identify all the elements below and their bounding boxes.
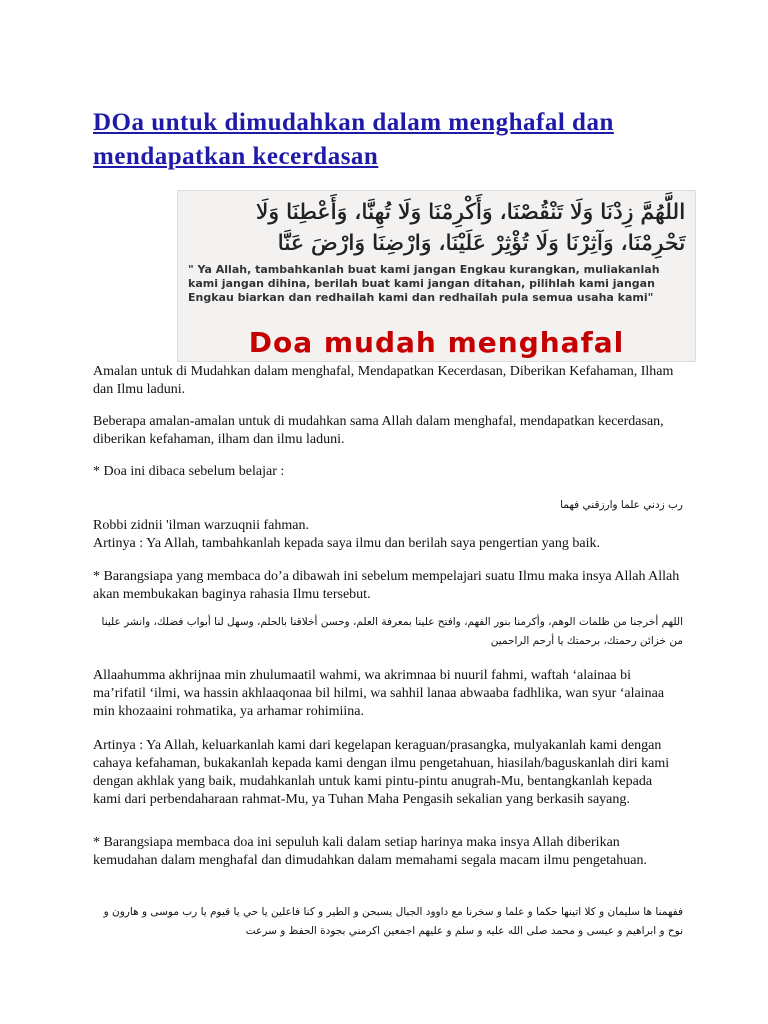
doa-image xyxy=(177,190,696,362)
doa2-heading: * Barangsiapa yang membaca do’a dibawah ini sebelum mempelajari suatu Ilmu maka insya Allah Allah akan membukakan baginya rahasia Ilmu tersebut. xyxy=(93,569,680,602)
doa2-latin: Allaahumma akhrijnaa min zhulumaatil wahmi, wa akrimnaa bi nuuril fahmi, waftah ‘alainaa bi ma’rifatil ‘ilmi, wa hassin akhlaaqonaa bil hilmi, wa sahhil lanaa abwaaba fadhlika, wan syur ‘alainaa min khozaaini rohmatika, ya arhamar rohimiina. xyxy=(93,668,665,719)
intro-paragraph: Amalan untuk di Mudahkan dalam menghafal, Mendapatkan Kecerdasan, Diberikan Kefahaman, Ilham dan Ilmu laduni. xyxy=(93,364,674,397)
doa1-latin: Robbi zidnii 'ilman warzuqnii fahman. xyxy=(93,518,309,533)
doa3-heading: * Barangsiapa membaca doa ini sepuluh kali dalam setiap harinya maka insya Allah diberikan kemudahan dalam menghafal dan dimudahkan dalam memahami segala macam ilmu pengetahuan. xyxy=(93,835,647,868)
figure-arabic-text: اللَّهُمَّ زِدْنَا وَلَا تَنْقُصْنَا، وَأَكْرِمْنَا وَلَا تُهِنَّا، وَأَعْطِنَا وَلَا تَحْرِمْنَا، وَآثِرْنَا وَلَا تُؤْثِرْ عَلَيْنَا، وَارْضِنَا وَارْضَ عَنَّا xyxy=(255,200,685,256)
figure-quote: " Ya Allah, tambahkanlah buat kami jangan Engkau kurangkan, muliakanlah kami jangan dihina, berilah buat kami jangan ditahan, pilihlah kami jangan Engkau biarkan dan redhailah kami dan redhailah pula semua usaha kami" xyxy=(188,263,660,304)
amalan-paragraph: Beberapa amalan-amalan untuk di mudahkan sama Allah dalam menghafal, mendapatkan kecerdasan, diberikan kefahaman, ilham dan ilmu laduni. xyxy=(93,414,664,447)
doa3-arabic: ففهمنا ها سليمان و كلا اتينها حكما و علما و سخرنا مع داوود الجبال يسبحن و الطير و كنا فاعلين يا حي يا قيوم يا رب موسى و هارون و نوح و ابراهيم و عيسى و محمد صلى الله عليه و سلم و عليهم اجمعين اكرمني بجودة الحفظ و سرعت xyxy=(103,906,683,937)
doa2-meaning: Artinya : Ya Allah, keluarkanlah kami dari kegelapan keraguan/prasangka, mulyakanlah kami dengan cahaya kefahaman, bukakanlah kepada kami dengan ilmu pengetahuan, hiasilah/baguskanlah diri kami dengan akhlak yang baik, mudahkanlah untuk kami pintu-pintu anugrah-Mu, bentangkanlah kepada kami dari perbendaharaan rahmat-Mu, ya Tuhan Maha Pengasih sekalian yang berkasih sayang. xyxy=(93,738,670,807)
figure-banner: Doa mudah menghafal xyxy=(248,326,625,359)
doa1-arabic: رب زدني علما وارزقني فهما xyxy=(560,499,683,511)
doa1-meaning: Artinya : Ya Allah, tambahkanlah kepada saya ilmu dan berilah saya pengertian yang baik. xyxy=(93,536,600,551)
doa1-heading: * Doa ini dibaca sebelum belajar : xyxy=(93,464,285,479)
doa2-arabic: اللهم أخرجنا من ظلمات الوهم، وأكرمنا بنور الفهم، وافتح علينا بمعرفة العلم، وحسن أخلاقنا بالحلم، وسهل لنا أبواب فضلك، وانشر علينا من خزائن رحمتك، برحمتك يا أرحم الراحمين xyxy=(101,616,683,647)
page-title[interactable]: DOa untuk dimudahkan dalam menghafal dan mendapatkan kecerdasan xyxy=(93,109,614,170)
